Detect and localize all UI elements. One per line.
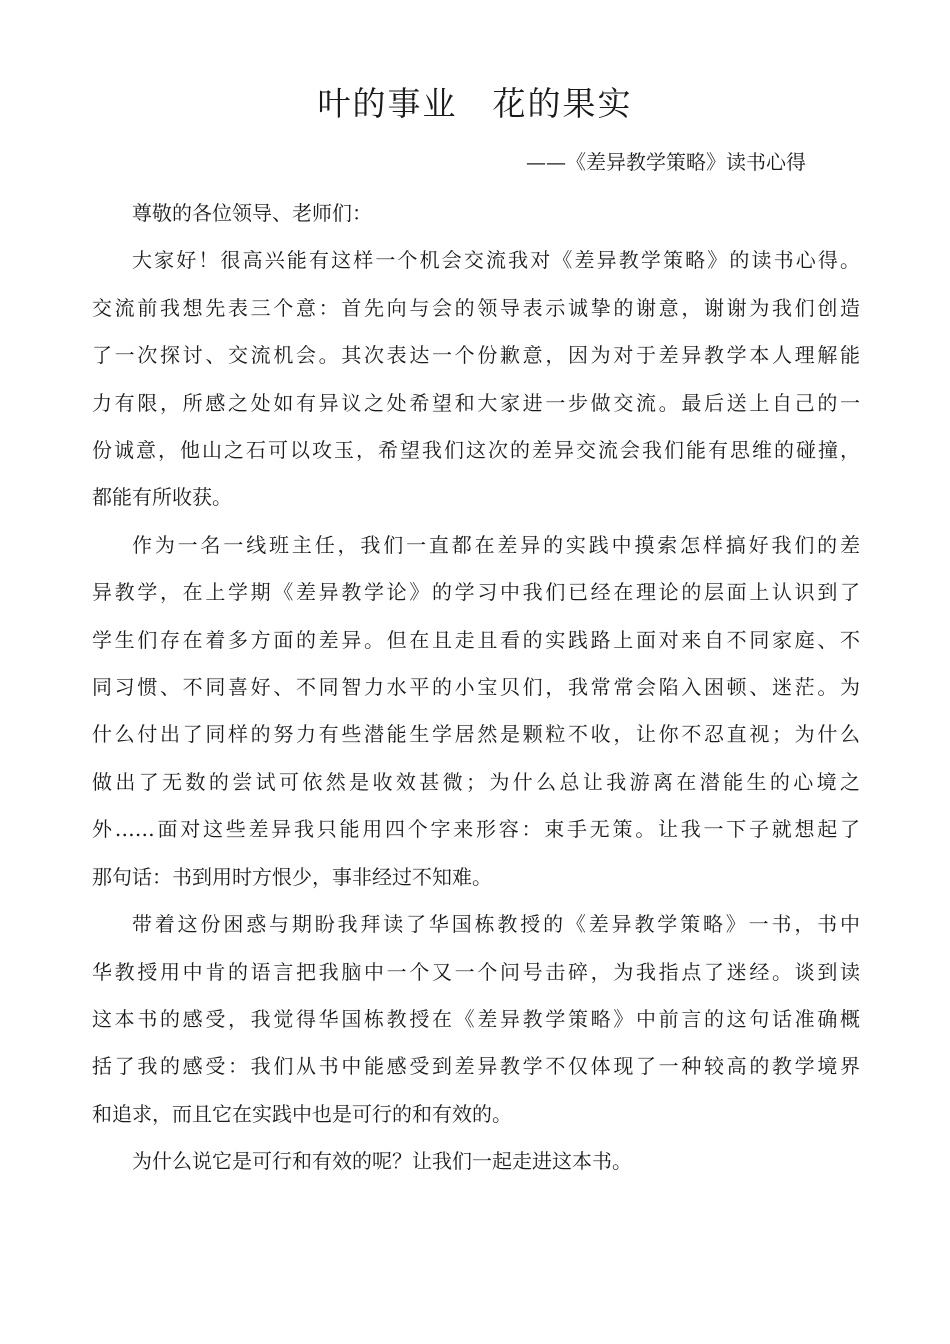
- text-line: 做出了无数的尝试可依然是收效甚微；为什么总让我游离在潜能生的心境之: [92, 769, 860, 794]
- text-line: 什么付出了同样的努力有些潜能生学居然是颗粒不收，让你不忍直视；为什么: [92, 722, 860, 747]
- text-line: 这本书的感受，我觉得华国栋教授在《差异教学策略》中前言的这句话准确概: [92, 1006, 860, 1031]
- paragraph-2: [92, 522, 860, 901]
- text-line: 带着这份困惑与期盼我拜读了华国栋教授的《差异教学策略》一书，书中: [132, 912, 860, 937]
- text-line: 为什么说它是可行和有效的呢？让我们一起走进这本书。: [132, 1149, 632, 1174]
- text-line: 和追求，而且它在实践中也是可行的和有效的。: [92, 1101, 512, 1126]
- text-line: 括了我的感受：我们从书中能感受到差异教学不仅体现了一种较高的教学境界: [92, 1054, 860, 1079]
- text-line: 学生们存在着多方面的差异。但在且走且看的实践路上面对来自不同家庭、不: [92, 627, 860, 652]
- text-line: 作为一名一线班主任，我们一直都在差异的实践中摸索怎样搞好我们的差: [132, 532, 860, 557]
- paragraph-3: [92, 901, 860, 1138]
- text-line: 都能有所收获。: [92, 485, 232, 510]
- paragraph-1: [92, 237, 860, 521]
- text-line: 份诚意，他山之石可以攻玉，希望我们这次的差异交流会我们能有思维的碰撞，: [92, 438, 860, 463]
- text-line: 华教授用中肯的语言把我脑中一个又一个问号击碎，为我指点了迷经。谈到读: [92, 959, 860, 984]
- text-line: 那句话：书到用时方恨少，事非经过不知难。: [92, 864, 492, 889]
- paragraph-4: [92, 1138, 860, 1185]
- document-body: [92, 190, 860, 1186]
- text-line: 同习惯、不同喜好、不同智力水平的小宝贝们，我常常会陷入困顿、迷茫。为: [92, 675, 860, 700]
- text-line: 交流前我想先表三个意：首先向与会的领导表示诚挚的谢意，谢谢为我们创造: [92, 295, 860, 320]
- text-line: 力有限，所感之处如有异议之处希望和大家进一步做交流。最后送上自己的一: [92, 390, 860, 415]
- text-line: 大家好！很高兴能有这样一个机会交流我对《差异教学策略》的读书心得。: [132, 248, 860, 273]
- document-title: 叶的事业 花的果实: [317, 84, 633, 123]
- text-line: 异教学，在上学期《差异教学论》的学习中我们已经在理论的层面上认识到了: [92, 580, 860, 605]
- text-line: 了一次探讨、交流机会。其次表达一个份歉意，因为对于差异教学本人理解能: [92, 343, 860, 368]
- text-line: 尊敬的各位领导、老师们：: [132, 201, 372, 225]
- greeting: [92, 190, 860, 237]
- text-line: 外……面对这些差异我只能用四个字来形容：束手无策。让我一下子就想起了: [92, 817, 860, 842]
- document-subtitle: ——《差异教学策略》读书心得: [526, 150, 806, 174]
